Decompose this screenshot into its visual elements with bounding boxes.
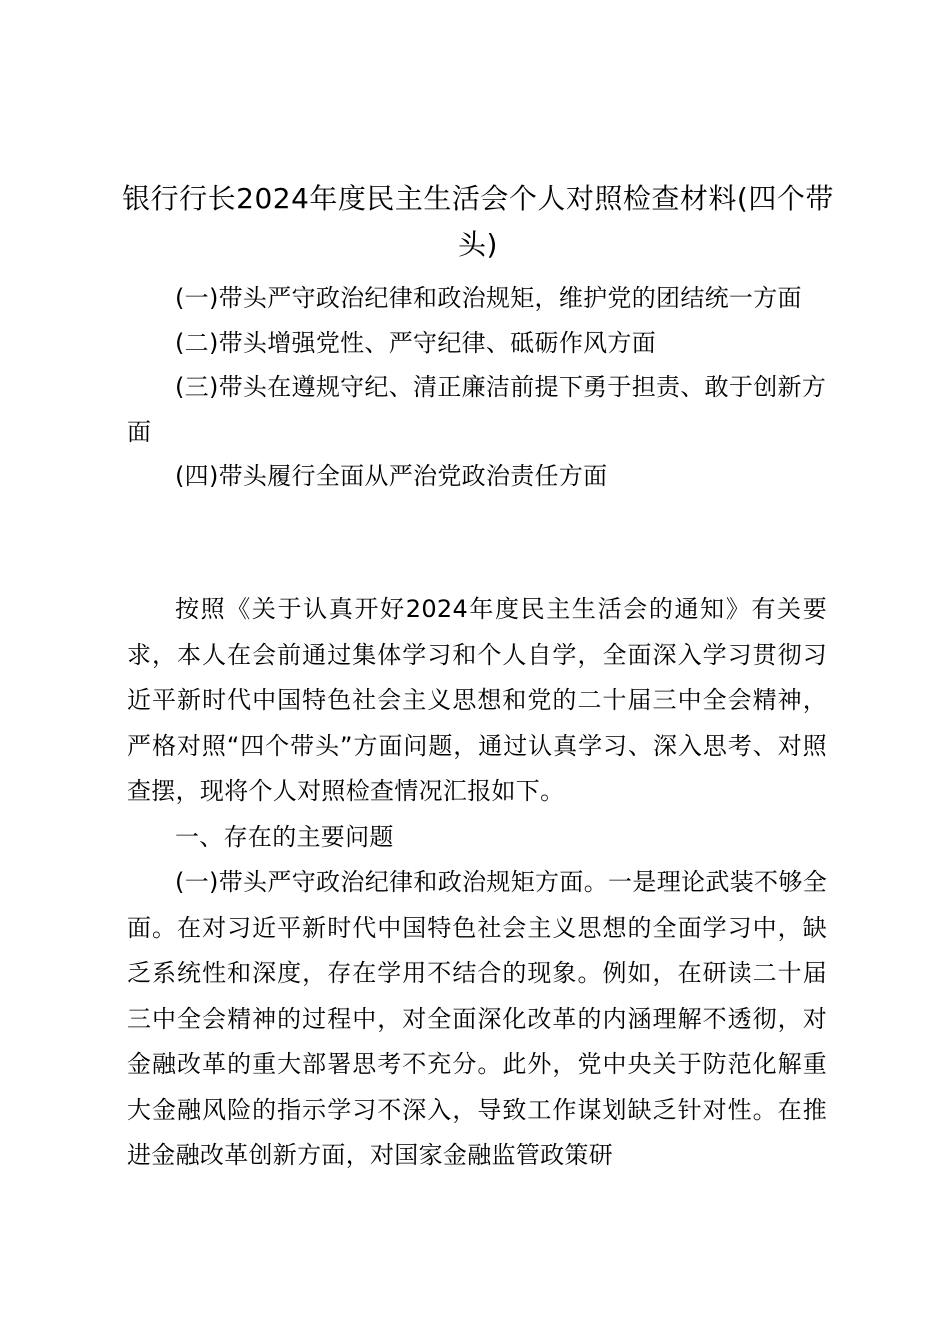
- toc-item: (二)带头增强党性、严守纪律、砥砺作风方面: [175, 328, 657, 357]
- intro-paragraph: 按照《关于认真开好2024年度民主生活会的通知》有关要求，本人在会前通过集体学习和个人自学，全面深入学习贯彻习近平新时代中国特色社会主义思想和党的二十届三中全会精神，严格对照“四个带头”方面问题，通过认真学习、深入思考、对照查摆，现将个人对照检查情况汇报如下。: [127, 595, 827, 805]
- document-body: [127, 587, 827, 1179]
- toc-list: [127, 276, 827, 499]
- toc-item: (四)带头履行全面从严治党政治责任方面: [175, 462, 608, 490]
- document-title: 银行行长2024年度民主生活会个人对照检查材料(四个带头): [122, 182, 834, 261]
- section-heading: 一、存在的主要问题: [175, 822, 394, 851]
- body-paragraph: (一)带头严守政治纪律和政治规矩方面。一是理论武装不够全面。在对习近平新时代中国特色社会主义思想的全面学习中，缺乏系统性和深度，存在学用不结合的现象。例如，在研读二十届三中全会精神的过程中，对全面深化改革的内涵理解不透彻，对金融改革的重大部署思考不充分。此外，党中央关于防范化解重大金融风险的指示学习不深入，导致工作谋划缺乏针对性。在推进金融改革创新方面，对国家金融监管政策研: [127, 868, 827, 1169]
- toc-item: (一)带头严守政治纪律和政治规矩，维护党的团结统一方面: [175, 284, 802, 312]
- toc-item: (三)带头在遵规守纪、清正廉洁前提下勇于担责、敢于创新方面: [127, 373, 827, 446]
